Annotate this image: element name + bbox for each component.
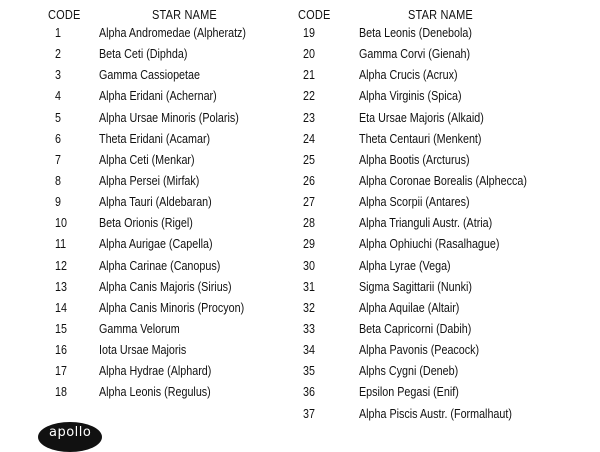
star-row (0, 171, 290, 192)
star-name-column-header: STAR NAME (408, 8, 473, 22)
star-row (0, 108, 290, 129)
star-code: 5 (55, 110, 61, 125)
star-code: 34 (303, 343, 315, 358)
star-name: Epsilon Pegasi (Enif) (359, 385, 459, 400)
star-code: 19 (303, 26, 315, 40)
star-code: 15 (55, 321, 67, 336)
star-name: Alpha Scorpii (Antares) (359, 195, 470, 210)
star-name: Alpha Carinae (Canopus) (99, 258, 221, 273)
star-row (0, 234, 290, 255)
star-name: Alpha Pavonis (Peacock) (359, 343, 480, 358)
star-name: Alpha Hydrae (Alphard) (99, 364, 212, 379)
star-row (290, 234, 600, 255)
star-row (0, 86, 290, 107)
star-code: 33 (303, 321, 315, 336)
star-row (290, 86, 600, 107)
star-code: 1 (55, 26, 61, 40)
star-code: 24 (303, 131, 315, 146)
star-row (290, 340, 600, 361)
star-name: Iota Ursae Majoris (99, 343, 187, 358)
star-name-column-header: STAR NAME (152, 8, 217, 22)
star-row (290, 213, 600, 234)
star-code: 7 (55, 152, 61, 167)
star-name: Alpha Canis Majoris (Sirius) (99, 279, 232, 294)
star-row (0, 382, 290, 403)
star-row (290, 192, 600, 213)
star-name: Beta Leonis (Denebola) (359, 26, 472, 40)
star-code: 11 (55, 237, 67, 252)
star-row (0, 129, 290, 150)
star-name: Theta Centauri (Menkent) (359, 131, 482, 146)
star-code: 23 (303, 110, 315, 125)
star-name: Alpha Aquilae (Altair) (359, 300, 460, 315)
star-code: 21 (303, 68, 315, 83)
star-name: Alpha Piscis Austr. (Formalhaut) (359, 406, 512, 421)
star-row (290, 171, 600, 192)
star-name: Alpha Andromedae (Alpheratz) (99, 26, 247, 40)
star-code: 37 (303, 406, 315, 421)
star-row (0, 65, 290, 86)
star-row (290, 404, 600, 425)
star-row (0, 340, 290, 361)
star-name: Alpha Persei (Mirfak) (99, 173, 200, 188)
star-row (290, 65, 600, 86)
star-row (290, 44, 600, 65)
star-code: 13 (55, 279, 67, 294)
star-row (0, 213, 290, 234)
star-code: 10 (55, 216, 67, 231)
star-name: Beta Orionis (Rigel) (99, 216, 193, 231)
star-row (290, 319, 600, 340)
star-row (0, 150, 290, 171)
star-code: 30 (303, 258, 315, 273)
star-row (0, 256, 290, 277)
star-row (290, 150, 600, 171)
star-name: Alphs Cygni (Deneb) (359, 364, 459, 379)
star-name: Alpha Lyrae (Vega) (359, 258, 451, 273)
star-name: Gamma Velorum (99, 321, 180, 336)
star-list-right (290, 23, 600, 425)
star-name: Beta Capricorni (Dabih) (359, 321, 472, 336)
star-code: 27 (303, 195, 315, 210)
star-code: 16 (55, 343, 67, 358)
star-code: 2 (55, 47, 61, 62)
star-code: 4 (55, 89, 61, 104)
star-name: Alpha Eridani (Achernar) (99, 89, 217, 104)
star-row (290, 129, 600, 150)
star-row (0, 319, 290, 340)
star-row (290, 277, 600, 298)
star-row (0, 192, 290, 213)
apollo-logo-text: apollo (49, 425, 92, 440)
star-code: 6 (55, 131, 61, 146)
star-name: Alpha Bootis (Arcturus) (359, 152, 470, 167)
star-code: 12 (55, 258, 67, 273)
star-code: 9 (55, 195, 61, 210)
code-column-header: CODE (48, 8, 81, 22)
star-code: 35 (303, 364, 315, 379)
code-column-header: CODE (298, 8, 331, 22)
star-row (0, 361, 290, 382)
star-name: Alpha Ceti (Menkar) (99, 152, 195, 167)
star-name: Alpha Canis Minoris (Procyon) (99, 300, 245, 315)
star-name: Alpha Virginis (Spica) (359, 89, 462, 104)
star-row (290, 256, 600, 277)
star-name: Alpha Ophiuchi (Rasalhague) (359, 237, 500, 252)
star-code: 17 (55, 364, 67, 379)
star-name: Theta Eridani (Acamar) (99, 131, 211, 146)
star-code: 36 (303, 385, 315, 400)
star-code: 26 (303, 173, 315, 188)
star-name: Alpha Coronae Borealis (Alphecca) (359, 173, 527, 188)
star-code: 31 (303, 279, 315, 294)
star-name: Sigma Sagittarii (Nunki) (359, 279, 472, 294)
star-code: 14 (55, 300, 67, 315)
star-row (0, 44, 290, 65)
star-code: 3 (55, 68, 61, 83)
star-code: 18 (55, 385, 67, 400)
star-row (290, 361, 600, 382)
star-code: 25 (303, 152, 315, 167)
star-code: 32 (303, 300, 315, 315)
star-name: Alpha Crucis (Acrux) (359, 68, 458, 83)
star-list-left (0, 23, 290, 404)
star-name: Alpha Trianguli Austr. (Atria) (359, 216, 493, 231)
star-name: Alpha Ursae Minoris (Polaris) (99, 110, 239, 125)
star-code: 8 (55, 173, 61, 188)
star-name: Alpha Tauri (Aldebaran) (99, 195, 212, 210)
star-name: Alpha Aurigae (Capella) (99, 237, 213, 252)
star-code: 28 (303, 216, 315, 231)
star-row (290, 382, 600, 403)
star-name: Gamma Corvi (Gienah) (359, 47, 471, 62)
star-name: Alpha Leonis (Regulus) (99, 385, 211, 400)
star-row (0, 298, 290, 319)
star-row (290, 108, 600, 129)
star-row (0, 277, 290, 298)
star-row (290, 298, 600, 319)
star-name: Gamma Cassiopetae (99, 68, 200, 83)
star-row (0, 23, 290, 44)
star-name: Eta Ursae Majoris (Alkaid) (359, 110, 484, 125)
star-code: 20 (303, 47, 315, 62)
star-name: Beta Ceti (Diphda) (99, 47, 188, 62)
star-row (290, 23, 600, 44)
star-code: 22 (303, 89, 315, 104)
star-code: 29 (303, 237, 315, 252)
